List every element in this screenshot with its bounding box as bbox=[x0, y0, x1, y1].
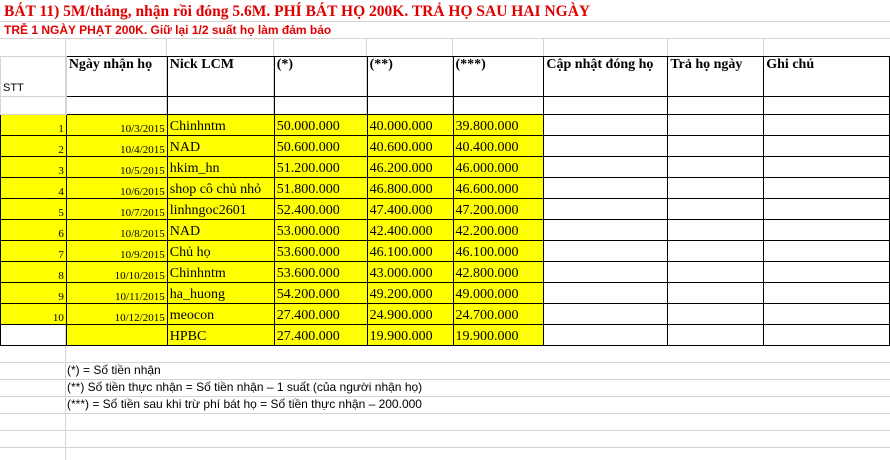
stt-cell[interactable]: 1 bbox=[1, 115, 67, 136]
cell[interactable] bbox=[274, 97, 367, 115]
nick-cell[interactable]: NAD bbox=[167, 220, 274, 241]
net-amount-cell[interactable]: 40.000.000 bbox=[367, 115, 453, 136]
header-update[interactable]: Cập nhật đóng họ bbox=[544, 57, 668, 97]
note-line-1: (*) = Số tiền nhận bbox=[67, 363, 161, 377]
gridline bbox=[0, 447, 890, 448]
date-cell[interactable]: 10/10/2015 bbox=[66, 262, 167, 283]
note-line-3: (***) = Số tiền sau khi trừ phí bát họ = Số tiền thực nhận – 200.000 bbox=[67, 397, 422, 411]
update-cell[interactable] bbox=[544, 115, 668, 136]
nick-cell[interactable]: NAD bbox=[167, 136, 274, 157]
table-row bbox=[1, 220, 890, 241]
net-amount-cell[interactable]: 46.100.000 bbox=[367, 241, 453, 262]
data-rows bbox=[1, 115, 890, 346]
note-cell[interactable] bbox=[764, 178, 890, 199]
return-date-cell[interactable] bbox=[668, 115, 764, 136]
date-cell[interactable]: 10/11/2015 bbox=[66, 283, 167, 304]
stt-cell[interactable]: 6 bbox=[1, 220, 67, 241]
header-col3[interactable]: (***) bbox=[453, 57, 544, 97]
stt-cell[interactable]: 10 bbox=[1, 304, 67, 325]
nick-cell[interactable]: HPBC bbox=[167, 325, 274, 346]
stt-cell[interactable]: 8 bbox=[1, 262, 67, 283]
update-cell[interactable] bbox=[544, 199, 668, 220]
amount-cell[interactable]: 53.600.000 bbox=[274, 241, 367, 262]
return-date-cell[interactable] bbox=[668, 199, 764, 220]
return-date-cell[interactable] bbox=[668, 157, 764, 178]
table-row bbox=[1, 136, 890, 157]
note-cell[interactable] bbox=[764, 262, 890, 283]
update-cell[interactable] bbox=[544, 220, 668, 241]
cell[interactable] bbox=[167, 97, 274, 115]
header-note[interactable]: Ghi chú bbox=[764, 57, 890, 97]
stt-cell[interactable]: 4 bbox=[1, 178, 67, 199]
sheet-title: BÁT 11) 5M/tháng, nhận rồi đóng 5.6M. PHÍ BÁT HỌ 200K. TRẢ HỌ SAU HAI NGÀY bbox=[4, 3, 591, 20]
table-row bbox=[1, 325, 890, 346]
final-amount-cell[interactable]: 46.600.000 bbox=[453, 178, 544, 199]
note-cell[interactable] bbox=[764, 325, 890, 346]
return-date-cell[interactable] bbox=[668, 241, 764, 262]
cell[interactable] bbox=[1, 97, 67, 115]
stt-cell[interactable]: 2 bbox=[1, 136, 67, 157]
contribution-table bbox=[0, 56, 890, 346]
stt-cell[interactable]: 9 bbox=[1, 283, 67, 304]
final-amount-cell[interactable]: 40.400.000 bbox=[453, 136, 544, 157]
net-amount-cell[interactable]: 47.400.000 bbox=[367, 199, 453, 220]
cell[interactable] bbox=[544, 97, 668, 115]
blank-row bbox=[1, 97, 890, 115]
final-amount-cell[interactable]: 46.100.000 bbox=[453, 241, 544, 262]
nick-cell[interactable]: ha_huong bbox=[167, 283, 274, 304]
final-amount-cell[interactable]: 47.200.000 bbox=[453, 199, 544, 220]
date-cell[interactable]: 10/3/2015 bbox=[66, 115, 167, 136]
note-line-2: (**) Số tiền thực nhận = Số tiền nhận – 1 suất (của người nhận họ) bbox=[67, 380, 423, 394]
nick-cell[interactable]: Chinhntm bbox=[167, 115, 274, 136]
nick-cell[interactable]: hkim_hn bbox=[167, 157, 274, 178]
gridline bbox=[0, 38, 890, 39]
net-amount-cell[interactable]: 46.200.000 bbox=[367, 157, 453, 178]
table-row bbox=[1, 283, 890, 304]
date-cell[interactable]: 10/4/2015 bbox=[66, 136, 167, 157]
date-cell[interactable]: 10/5/2015 bbox=[66, 157, 167, 178]
note-cell[interactable] bbox=[764, 241, 890, 262]
update-cell[interactable] bbox=[544, 241, 668, 262]
note-cell[interactable] bbox=[764, 283, 890, 304]
gridline bbox=[0, 413, 890, 414]
net-amount-cell[interactable]: 40.600.000 bbox=[367, 136, 453, 157]
nick-cell[interactable]: linhngoc2601 bbox=[167, 199, 274, 220]
final-amount-cell[interactable]: 42.200.000 bbox=[453, 220, 544, 241]
date-cell[interactable]: 10/9/2015 bbox=[66, 241, 167, 262]
return-date-cell[interactable] bbox=[668, 325, 764, 346]
header-nick[interactable]: Nick LCM bbox=[167, 57, 274, 97]
date-cell[interactable]: 10/6/2015 bbox=[66, 178, 167, 199]
header-row bbox=[1, 57, 890, 97]
amount-cell[interactable]: 52.400.000 bbox=[274, 199, 367, 220]
final-amount-cell[interactable]: 42.800.000 bbox=[453, 262, 544, 283]
table-row bbox=[1, 115, 890, 136]
date-cell[interactable] bbox=[66, 325, 167, 346]
net-amount-cell[interactable]: 24.900.000 bbox=[367, 304, 453, 325]
stt-cell[interactable]: 5 bbox=[1, 199, 67, 220]
update-cell[interactable] bbox=[544, 262, 668, 283]
update-cell[interactable] bbox=[544, 136, 668, 157]
update-cell[interactable] bbox=[544, 325, 668, 346]
header-stt[interactable]: STT bbox=[1, 57, 67, 97]
nick-cell[interactable]: Chủ họ bbox=[167, 241, 274, 262]
update-cell[interactable] bbox=[544, 157, 668, 178]
header-return[interactable]: Trả họ ngày bbox=[668, 57, 764, 97]
nick-cell[interactable]: Chinhntm bbox=[167, 262, 274, 283]
date-cell[interactable]: 10/8/2015 bbox=[66, 220, 167, 241]
amount-cell[interactable]: 50.000.000 bbox=[274, 115, 367, 136]
amount-cell[interactable]: 53.000.000 bbox=[274, 220, 367, 241]
net-amount-cell[interactable]: 49.200.000 bbox=[367, 283, 453, 304]
net-amount-cell[interactable]: 46.800.000 bbox=[367, 178, 453, 199]
note-cell[interactable] bbox=[764, 304, 890, 325]
note-cell[interactable] bbox=[764, 220, 890, 241]
cell[interactable] bbox=[668, 97, 764, 115]
amount-cell[interactable]: 54.200.000 bbox=[274, 283, 367, 304]
date-cell[interactable]: 10/12/2015 bbox=[66, 304, 167, 325]
cell[interactable] bbox=[66, 97, 167, 115]
stt-cell[interactable]: 3 bbox=[1, 157, 67, 178]
note-cell[interactable] bbox=[764, 115, 890, 136]
final-amount-cell[interactable]: 46.000.000 bbox=[453, 157, 544, 178]
table-row bbox=[1, 157, 890, 178]
table-row bbox=[1, 178, 890, 199]
return-date-cell[interactable] bbox=[668, 283, 764, 304]
table-row bbox=[1, 199, 890, 220]
return-date-cell[interactable] bbox=[668, 304, 764, 325]
update-cell[interactable] bbox=[544, 304, 668, 325]
net-amount-cell[interactable]: 43.000.000 bbox=[367, 262, 453, 283]
amount-cell[interactable]: 51.200.000 bbox=[274, 157, 367, 178]
final-amount-cell[interactable]: 24.700.000 bbox=[453, 304, 544, 325]
amount-cell[interactable]: 27.400.000 bbox=[274, 325, 367, 346]
table-row bbox=[1, 262, 890, 283]
header-date[interactable]: Ngày nhận họ bbox=[66, 57, 167, 97]
sheet-subtitle: TRỄ 1 NGÀY PHẠT 200K. Giữ lại 1/2 suất họ làm đảm bảo bbox=[4, 23, 332, 37]
gridline bbox=[0, 430, 890, 431]
cell[interactable] bbox=[764, 97, 890, 115]
date-cell[interactable]: 10/7/2015 bbox=[66, 199, 167, 220]
stt-cell[interactable] bbox=[1, 325, 67, 346]
cell[interactable] bbox=[453, 97, 544, 115]
final-amount-cell[interactable]: 49.000.000 bbox=[453, 283, 544, 304]
note-cell[interactable] bbox=[764, 136, 890, 157]
note-cell[interactable] bbox=[764, 157, 890, 178]
update-cell[interactable] bbox=[544, 283, 668, 304]
net-amount-cell[interactable]: 19.900.000 bbox=[367, 325, 453, 346]
amount-cell[interactable]: 27.400.000 bbox=[274, 304, 367, 325]
return-date-cell[interactable] bbox=[668, 136, 764, 157]
header-col2[interactable]: (**) bbox=[367, 57, 453, 97]
nick-cell[interactable]: meocon bbox=[167, 304, 274, 325]
amount-cell[interactable]: 50.600.000 bbox=[274, 136, 367, 157]
return-date-cell[interactable] bbox=[668, 178, 764, 199]
nick-cell[interactable]: shop cô chủ nhỏ bbox=[167, 178, 274, 199]
stt-cell[interactable]: 7 bbox=[1, 241, 67, 262]
cell[interactable] bbox=[367, 97, 453, 115]
final-amount-cell[interactable]: 39.800.000 bbox=[453, 115, 544, 136]
net-amount-cell[interactable]: 42.400.000 bbox=[367, 220, 453, 241]
note-cell[interactable] bbox=[764, 199, 890, 220]
amount-cell[interactable]: 53.600.000 bbox=[274, 262, 367, 283]
amount-cell[interactable]: 51.800.000 bbox=[274, 178, 367, 199]
update-cell[interactable] bbox=[544, 178, 668, 199]
final-amount-cell[interactable]: 19.900.000 bbox=[453, 325, 544, 346]
header-col1[interactable]: (*) bbox=[274, 57, 367, 97]
table-row bbox=[1, 241, 890, 262]
table-row bbox=[1, 304, 890, 325]
return-date-cell[interactable] bbox=[668, 262, 764, 283]
return-date-cell[interactable] bbox=[668, 220, 764, 241]
